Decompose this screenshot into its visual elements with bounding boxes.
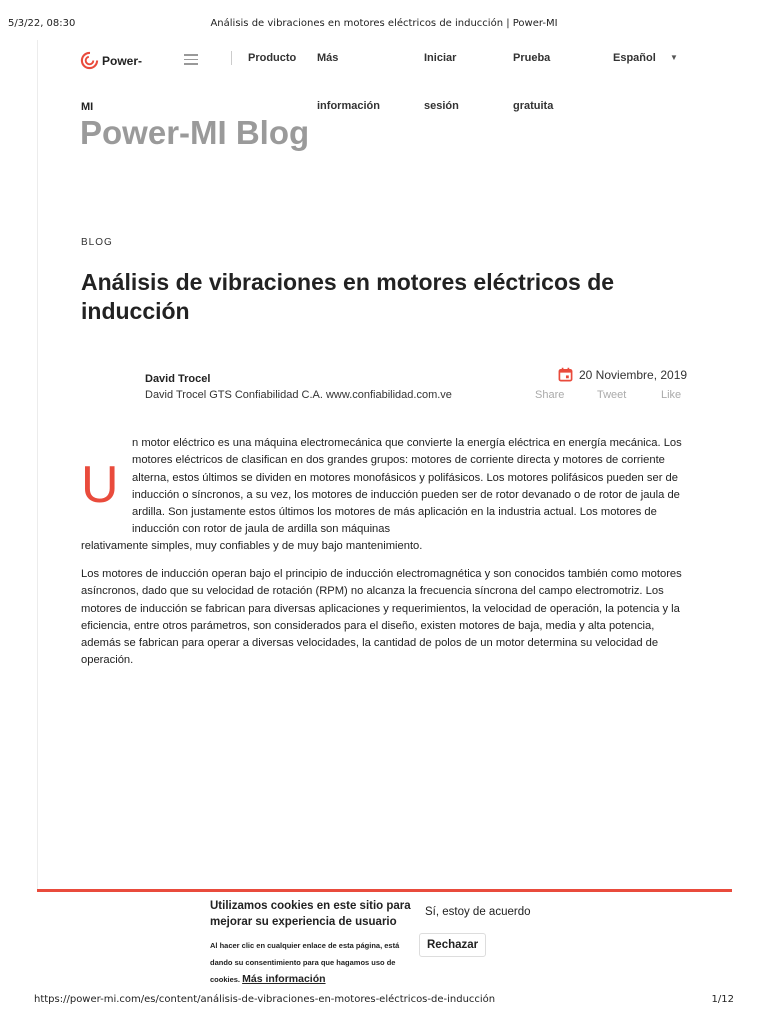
caret-down-icon[interactable]: ▼ bbox=[670, 53, 678, 62]
author-bio: David Trocel GTS Confiabilidad C.A. www.confiabilidad.com.ve bbox=[145, 389, 452, 401]
cookie-body bbox=[210, 937, 420, 988]
article-paragraph-1: n motor eléctrico es una máquina electromecánica que convierte la energía eléctrica en energía mecánica. Los motores eléctricos de clasifican en dos grandes grupos: motores de corriente directa y motores de corriente alterna, estos últimos se dividen en motores monofásicos y polifásicos. Los motores polifásicos pueden ser de inducción o síncronos, a su vez, los motores de inducción pueden ser de rotor devanado o de rotor de jaula de ardilla. Son justamente estos últimos los motores de más aplicación en la industria actual. Los motores de inducción con rotor de jaula de ardilla son máquinas bbox=[132, 437, 682, 536]
blog-title[interactable]: Power-MI Blog bbox=[80, 114, 310, 151]
cookie-accept-button[interactable]: Sí, estoy de acuerdo bbox=[425, 906, 531, 918]
print-url: https://power-mi.com/es/content/análisis-de-vibraciones-en-motores-eléctricos-de-inducción bbox=[34, 994, 496, 1005]
tweet-button[interactable]: Tweet bbox=[597, 389, 627, 401]
article-title: Análisis de vibraciones en motores eléctricos de inducción bbox=[81, 269, 615, 324]
cookie-banner bbox=[37, 889, 732, 996]
nav-prueba-gratuita[interactable]: Prueba gratuita bbox=[513, 52, 554, 112]
nav-iniciar-sesion[interactable]: Iniciar sesión bbox=[424, 52, 459, 112]
cookie-reject-button[interactable]: Rechazar bbox=[419, 933, 486, 957]
menu-icon[interactable] bbox=[184, 54, 198, 68]
cookie-body-text: Al hacer clic en cualquier enlace de esta página, está dando su consentimiento para que hagamos uso de cookies. bbox=[210, 941, 400, 984]
article-category[interactable]: BLOG bbox=[81, 237, 113, 248]
publish-date-text: 20 Noviembre, 2019 bbox=[579, 367, 688, 382]
logo-link[interactable] bbox=[80, 51, 142, 70]
cookie-more-info-link[interactable]: Más información bbox=[242, 973, 326, 985]
power-mi-logo-icon bbox=[80, 51, 99, 70]
logo-text-suffix: MI bbox=[81, 101, 94, 113]
cookie-heading: Utilizamos cookies en este sitio para mejorar su experiencia de usuario bbox=[210, 900, 411, 928]
publish-date bbox=[558, 367, 687, 382]
author-name[interactable]: David Trocel bbox=[145, 373, 211, 385]
calendar-icon bbox=[558, 367, 573, 382]
print-page-number: 1/12 bbox=[711, 994, 734, 1005]
article-paragraph-1-tail: relativamente simples, muy confiables y de muy bajo mantenimiento. bbox=[81, 540, 423, 552]
drop-cap: U bbox=[81, 456, 119, 514]
left-divider bbox=[37, 40, 38, 890]
nav-producto[interactable]: Producto bbox=[248, 52, 297, 64]
like-button[interactable]: Like bbox=[661, 389, 682, 401]
nav-mas-informacion[interactable]: Más información bbox=[317, 52, 380, 112]
print-page-title: Análisis de vibraciones en motores eléctricos de inducción | Power-MI bbox=[210, 18, 558, 29]
language-select[interactable]: Español bbox=[613, 52, 656, 64]
nav-divider bbox=[231, 51, 232, 65]
article-paragraph-2: Los motores de inducción operan bajo el principio de inducción electromagnética y son conocidos también como motores asíncronos, dado que su velocidad de rotación (RPM) no alcanza la frecuencia síncrona del campo electromotriz. Los motores de inducción se fabrican para diversas aplicaciones y requerimientos, la velocidad de operación, la potencia y la eficiencia, entre otros parámetros, son considerados para el diseño, existen motores de baja, media y alta potencia, además se fabrican para operar a diversas velocidades, la cantidad de polos de un motor determina su velocidad de operación. bbox=[81, 568, 682, 667]
share-button[interactable]: Share bbox=[535, 389, 565, 401]
logo-text: Power- bbox=[102, 53, 143, 68]
print-timestamp: 5/3/22, 08:30 bbox=[8, 18, 76, 29]
